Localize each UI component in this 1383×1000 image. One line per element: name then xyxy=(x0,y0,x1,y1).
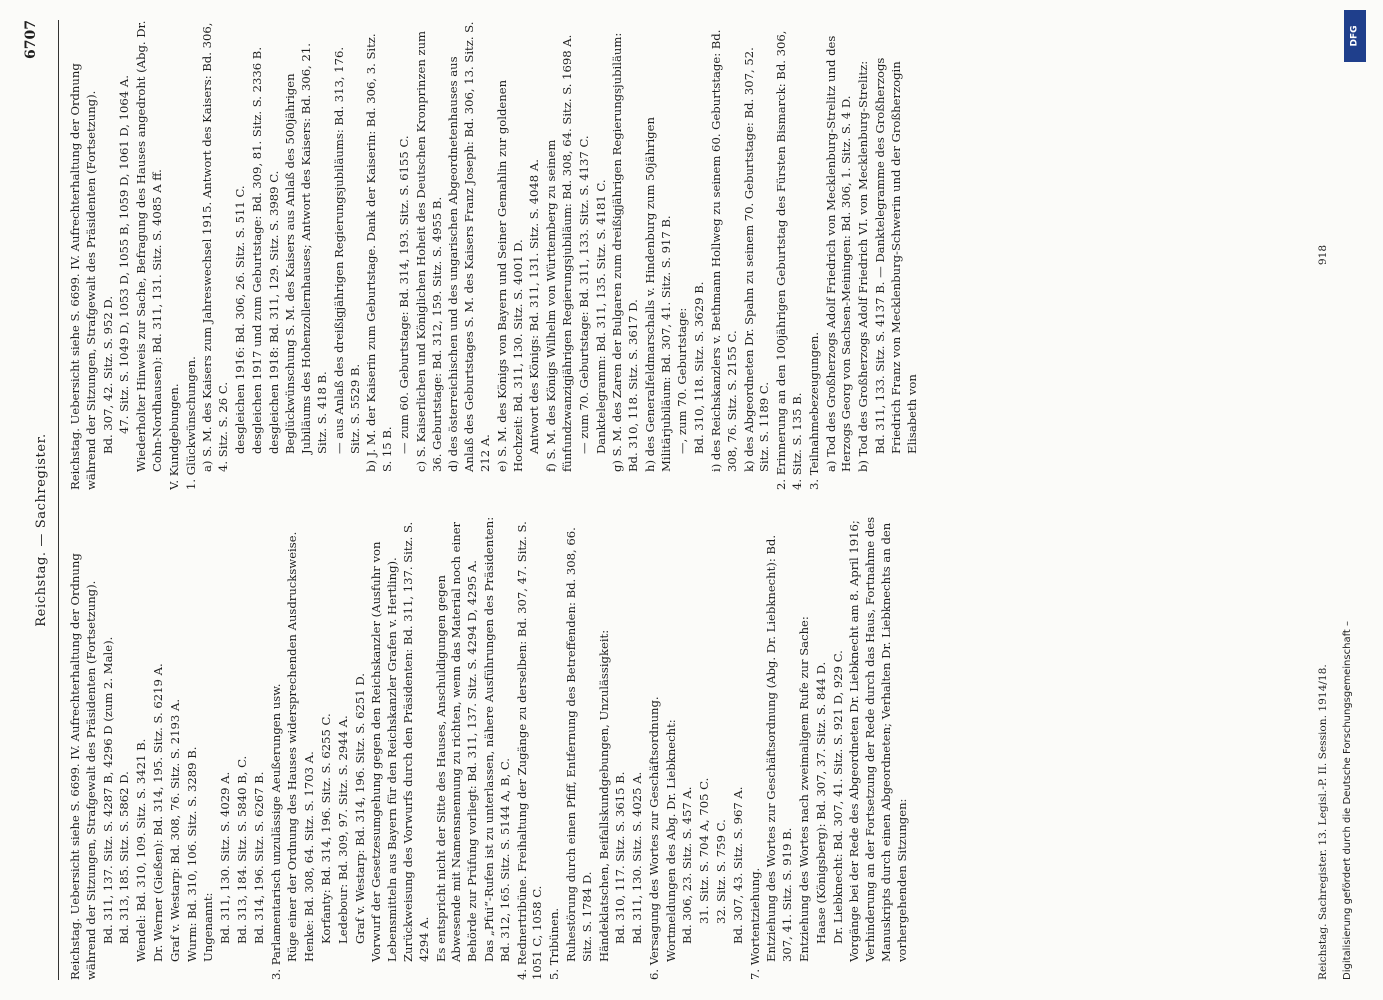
index-entry: Wendel: Bd. 310, 109. Sitz. S. 3421 B. xyxy=(134,738,149,962)
index-entry: Bd. 307, 43. Sitz. S. 967 A. xyxy=(730,786,745,944)
index-entry: Vorwurf der Gesetzesumgehung gegen den Reichskanzler (Ausfuhr von Lebensmitteln aus Bayern für den Reichskanzler Grafen v. Hertling). Zurückweisung des Vorwurfs durch den Präsidenten: Bd. 311, 137. Sitz. S. 4294 A. xyxy=(369,521,431,962)
index-entry: Bd. 313, 184. Sitz. S. 5840 B, C. xyxy=(234,755,249,944)
index-entry: desgleichen 1918: Bd. 311, 129. Sitz. S. 3989 C. xyxy=(266,170,281,454)
index-entry: 4. Rednertribüne. Freihaltung der Zugänge zu derselben: Bd. 307, 47. Sitz. S. 1051 C, 1058 C. xyxy=(514,521,545,980)
left-text-column xyxy=(68,510,1308,980)
index-entry: 3. Teilnahmebezeugungen. xyxy=(806,331,821,490)
index-entry: Wortmeldungen des Abg. Dr. Liebknecht: xyxy=(663,719,678,962)
index-entry: V. Kundgebungen. xyxy=(166,383,181,490)
index-entry: Bd. 310, 117. Sitz. S. 3615 B. xyxy=(613,771,628,944)
index-entry: Bd. 311, 130. Sitz. S. 4025 A. xyxy=(630,771,645,944)
digitization-note: Digitalisierung gefördert durch die Deutsche Forschungsgemeinschaft – xyxy=(1342,620,1353,980)
index-entry: b) J. M. der Kaiserin zum Geburtstage. Dank der Kaiserin: Bd. 306, 3. Sitz. S. 15 B. xyxy=(364,33,395,472)
index-entry: Ledebour: Bd. 309, 97. Sitz. S. 2944 A. xyxy=(335,715,350,944)
index-entry: Entziehung des Wortes nach zweimaligem Rufe zur Sache: xyxy=(797,616,812,962)
index-entry: 6. Versagung des Wortes zur Geschäftsordnung. xyxy=(646,696,661,980)
index-entry: 2. Erinnerung an den 100jährigen Geburtstag des Fürsten Bismarck: Bd. 306, 4. Sitz. S. 135 B. xyxy=(774,30,805,490)
footer-right-signature: 918 xyxy=(1317,244,1329,266)
index-entry: Bd. 313, 185. Sitz. S. 5862 D. xyxy=(117,771,132,944)
index-entry: b) Tod des Großherzogs Adolf Friedrich VI. von Mecklenburg-Strelitz: xyxy=(856,60,871,472)
index-entry: d) des österreichischen und des ungarischen Abgeordnetenhauses aus Anlaß des Geburtstages S. M. des Kaisers Franz Joseph: Bd. 306, 13. Sitz. S. 212 A. xyxy=(446,21,492,472)
index-entry: 1. Glückwünschungen. xyxy=(183,356,198,490)
index-entry: Bd. 311, 137. Sitz. S. 4287 B, 4296 D (zum 2. Male). xyxy=(100,636,115,944)
index-entry: Graf v. Westarp: Bd. 314, 196. Sitz. S. 6251 D. xyxy=(352,673,367,944)
index-entry: desgleichen 1916: Bd. 306, 26. Sitz. S. 511 C. xyxy=(232,185,247,454)
index-entry: 5. Tribünen. xyxy=(547,907,562,980)
page-number: 6707 xyxy=(23,20,39,59)
index-entry: Wiederholter Hinweis zur Sache, Befragung des Hauses angedroht (Abg. Dr. Cohn-Nordhausen): Bd. 311, 131. Sitz. S. 4085 A ff. xyxy=(134,20,164,472)
index-entry: Beglückwünschung S. M. des Kaisers aus Anlaß des 500jährigen Jubiläums des Hohenzollernhauses; Antwort des Kaisers: Bd. 306, 21. Sitz. S. 418 B. xyxy=(283,43,329,454)
index-entry: 32. Sitz. S. 759 C. xyxy=(714,819,729,924)
index-entry: Korfanty: Bd. 314, 196. Sitz. S. 6255 C. xyxy=(318,713,333,944)
index-entry: Rüge einer der Ordnung des Hauses widersprechenden Ausdrucksweise. xyxy=(285,531,300,962)
index-entry: Wurm: Bd. 310, 106. Sitz. S. 3289 B. xyxy=(184,746,199,962)
running-title: Reichstag. — Sachregister. xyxy=(34,433,49,627)
index-entry: 7. Wortentziehung. xyxy=(747,867,762,980)
dfg-logo xyxy=(1344,10,1366,62)
index-entry: Händeklatschen, Beifallskundgebungen, Unzulässigkeit: xyxy=(596,629,611,962)
index-entry: Danktelegramm: Bd. 311, 135. Sitz. S. 4181 C. xyxy=(593,179,608,454)
index-entry: Entziehung des Wortes zur Geschäftsordnung (Abg. Dr. Liebknecht): Bd. 307, 41. Sitz. S. 919 B. xyxy=(764,534,795,962)
right-text-column xyxy=(68,20,1308,490)
header-rule xyxy=(58,20,59,980)
index-entry: a) S. M. des Kaisers zum Jahreswechsel 1915. Antwort des Kaisers: Bd. 306, 4. Sitz. S. 26 C. xyxy=(200,22,231,472)
index-entry: a) Tod des Großherzogs Adolf Friedrich von Mecklenburg-Strelitz und des Herzogs Georg von Sachsen-Meiningen: Bd. 306, 1. Sitz. S. 4 D. xyxy=(823,35,854,472)
index-entry: f) S. M. des Königs Wilhelm von Württemberg zu seinem fünfundzwanzigjährigen Regierungsjubiläum: Bd. 308, 64. Sitz. S. 1698 A. xyxy=(544,34,574,472)
index-entry: Es entspricht nicht der Sitte des Hauses, Anschuldigungen gegen Abwesende mit Namensnennung zu richten, wenn das Material noch einer Behörde zur Prüfung vorliegt: Bd. 311, 137. Sitz. S. 4294 D, 4295 A. xyxy=(433,521,480,962)
index-entry: Dr. Liebknecht: Bd. 307, 41. Sitz. S. 921 D, 929 C. xyxy=(830,650,845,944)
index-entry: 31. Sitz. S. 704 A, 705 C. xyxy=(697,777,712,924)
index-entry: Bd. 311, 133. Sitz. S. 4137 B. — Danktelegramme des Großherzogs Friedrich Franz von Mecklenburg-Schwerin und der Großherzogin Elisabeth von xyxy=(873,57,919,454)
page-header xyxy=(20,20,60,980)
index-entry: Reichstag. Uebersicht siehe S. 6699. IV. Aufrechterhaltung der Ordnung während der Sitzungen, Strafgewalt des Präsidenten (Fortsetzung). xyxy=(68,63,98,490)
index-entry: — zum 70. Geburtstage: Bd. 311, 133. Sitz. S. 4137 C. xyxy=(576,135,591,454)
footer-left-signature: Reichstag. Sachregister. 13. Legisl.-P. II. Session. 1914/18. xyxy=(1317,664,1329,980)
index-entry: i) des Reichskanzlers v. Bethmann Hollweg zu seinem 60. Geburtstage: Bd. 308, 76. Sitz. S. 2155 C. xyxy=(709,29,739,472)
index-entry: h) des Generalfeldmarschalls v. Hindenburg zum 50jährigen Militärjubiläum: Bd. 307, 41. Sitz. S. 917 B. xyxy=(642,117,673,472)
index-entry: Bd. 311, 130. Sitz. S. 4029 A. xyxy=(218,771,233,944)
index-entry: Bd. 307, 42. Sitz. S. 952 D. xyxy=(100,295,115,454)
index-entry: Dr. Werner (Gießen): Bd. 314, 195. Sitz. S. 6219 A. xyxy=(150,663,165,962)
index-entry: Antwort des Königs: Bd. 311, 131. Sitz. S. 4048 A. xyxy=(527,159,542,454)
index-entry: c) S. Kaiserlichen und Königlichen Hoheit des Deutschen Kronprinzen zum 36. Geburtstage: Bd. 312, 159. Sitz. S. 4955 B. xyxy=(413,30,444,472)
index-entry: Reichstag. Uebersicht siehe S. 6699. IV. Aufrechterhaltung der Ordnung während der Sitzungen, Strafgewalt des Präsidenten (Fortsetzung). xyxy=(68,553,98,980)
index-entry: e) S. M. des Königs von Bayern und Seiner Gemahlin zur goldenen Hochzeit: Bd. 311, 130. Sitz. S. 4001 D. xyxy=(494,79,525,472)
index-entry: — zum 60. Geburtstage: Bd. 314, 193. Sitz. S. 6155 C. xyxy=(396,135,411,454)
index-entry: Das „Pfui“-Rufen ist zu unterlassen, nähere Ausführungen des Präsidenten: Bd. 312, 165. Sitz. S. 5144 A, B, C. xyxy=(481,516,512,962)
rotated-page-content xyxy=(20,20,1360,980)
index-entry: Bd. 306, 23. Sitz. S. 457 A. xyxy=(680,786,695,944)
index-entry: —, zum 70. Geburtstage: xyxy=(675,307,690,454)
index-entry: 3. Parlamentarisch unzulässige Aeußerungen usw. xyxy=(268,683,283,980)
index-entry: g) S. M. des Zaren der Bulgaren zum dreißigjährigen Regierungsjubiläum: Bd. 310, 118. Sitz. S. 3617 D. xyxy=(610,32,641,472)
index-entry: Vorgänge bei der Rede des Abgeordneten Dr. Liebknecht am 8. April 1916; Verhinderung an der Fortsetzung der Rede durch das Haus, Fortnahme des Manuskripts durch einen Abgeordneten; Verhalten Dr. Liebknechts an den vorhergehenden Sitzungen: xyxy=(847,516,909,962)
index-entry: Henke: Bd. 308, 64. Sitz. S. 1703 A. xyxy=(302,751,317,962)
index-entry: desgleichen 1917 und zum Geburtstage: Bd. 309, 81. Sitz. S. 2336 B. xyxy=(249,46,264,454)
index-entry: Bd. 310, 118. Sitz. S. 3629 B. xyxy=(692,281,707,454)
index-entry: k) des Abgeordneten Dr. Spahn zu seinem 70. Geburtstage: Bd. 307, 52. Sitz. S. 1189 C. xyxy=(741,47,772,472)
index-entry: Ungenannt: xyxy=(201,892,216,962)
index-entry: — aus Anlaß des dreißigjährigen Regierungsjubiläums: Bd. 313, 176. Sitz. S. 5529 B. xyxy=(331,46,362,454)
dfg-logo-text: DFG xyxy=(1349,25,1360,47)
index-entry: Graf v. Westarp: Bd. 308, 76. Sitz. S. 2193 A. xyxy=(167,698,182,962)
index-entry: Ruhestörung durch einen Pfiff, Entfernung des Betreffenden: Bd. 308, 66. Sitz. S. 1784 D. xyxy=(563,527,594,962)
index-entry: Haase (Königsberg): Bd. 307, 37. Sitz. S. 844 D. xyxy=(813,661,828,944)
index-entry: 47. Sitz. S. 1049 D, 1053 D, 1055 B, 1059 D, 1061 D, 1064 A. xyxy=(117,75,132,434)
index-entry: Bd. 314, 196. Sitz. S. 6267 B. xyxy=(251,771,266,944)
